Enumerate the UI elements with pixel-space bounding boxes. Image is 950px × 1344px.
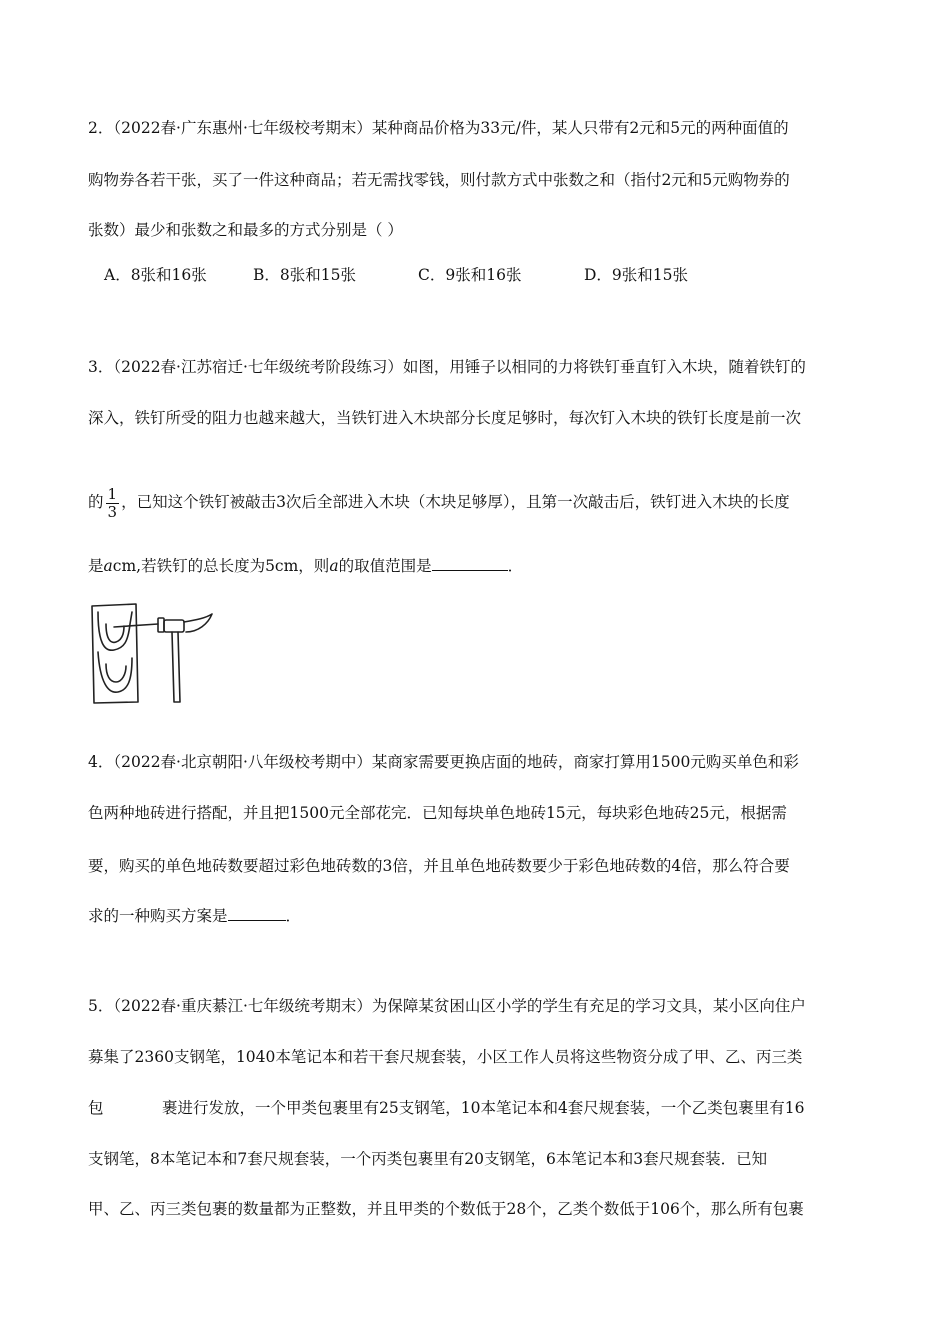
q4-line-1: 4．（2022春·北京朝阳·八年级校考期中）某商家需要更换店面的地砖，商家打算用1500元购买单色和彩: [88, 753, 799, 771]
fraction-numerator: 1: [107, 484, 118, 503]
q5-line-4: 支钢笔，8本笔记本和7套尺规套装，一个丙类包裹里有20支钢笔，6本笔记本和3套尺规套装．已知: [88, 1150, 768, 1168]
q3-line-3-pre: 的: [88, 493, 104, 511]
q2-line-2: 购物券各若干张，买了一件这种商品；若无需找零钱，则付款方式中张数之和（指付2元和5元购物券的: [88, 171, 790, 189]
q3-line-4-b: cm,若铁钉的总长度为5cm，则: [112, 557, 330, 575]
q2-line-1: 2．（2022春·广东惠州·七年级校考期末）某种商品价格为33元/件，某人只带有2元和5元的两种面值的: [88, 119, 789, 137]
q3-line-4-end: ．: [507, 557, 524, 575]
q2-option-d[interactable]: D．9张和15张: [584, 266, 689, 284]
q4-answer-blank[interactable]: [228, 906, 286, 921]
q3-line-2: 深入，铁钉所受的阻力也越来越大，当铁钉进入木块部分长度足够时，每次钉入木块的铁钉长度是前一次: [88, 409, 802, 427]
wood-grain-1: [98, 612, 132, 650]
q3-line-1: 3．（2022春·江苏宿迁·七年级统考阶段练习）如图，用锤子以相同的力将铁钉垂直钉入木块，随着铁钉的: [88, 358, 806, 376]
wood-grain-4: [106, 664, 126, 682]
hammer-handle: [172, 632, 180, 702]
q3-answer-blank[interactable]: [432, 556, 508, 571]
q4-line-4-a: 求的一种购买方案是: [88, 907, 228, 925]
q2-option-c[interactable]: C．9张和16张: [418, 266, 522, 284]
q5-line-3-a: 包: [88, 1099, 104, 1117]
q3-line-4-a: 是: [88, 557, 104, 575]
hammer-claw: [184, 614, 212, 632]
hammer-head-body: [164, 620, 184, 632]
q4-line-3: 要，购买的单色地砖数要超过彩色地砖数的3倍，并且单色地砖数要少于彩色地砖数的4倍，那么符合要: [88, 857, 790, 875]
hammer-nail-figure: [88, 602, 218, 706]
q3-line-4: [88, 556, 523, 576]
q4-line-4: [88, 906, 301, 926]
wood-grain-3: [98, 652, 132, 692]
q3-line-3: [88, 482, 790, 522]
hammer-head-front: [158, 618, 164, 632]
q4-line-4-end: ．: [285, 907, 302, 925]
q2-option-a[interactable]: A．8张和16张: [104, 266, 207, 284]
fraction-one-third: [106, 486, 120, 521]
q4-line-2: 色两种地砖进行搭配，并且把1500元全部花完．已知每块单色地砖15元，每块彩色地砖25元，根据需: [88, 804, 787, 822]
q3-line-4-c: 的取值范围是: [338, 557, 432, 575]
q5-line-2: 募集了2360支钢笔，1040本笔记本和若干套尺规套装，小区工作人员将这些物资分成了甲、乙、丙三类: [88, 1048, 803, 1066]
q2-option-b[interactable]: B．8张和15张: [253, 266, 356, 284]
q5-line-3-b: 裹进行发放，一个甲类包裹里有25支钢笔，10本笔记本和4套尺规套装，一个乙类包裹里有16: [162, 1099, 805, 1117]
variable-a: a: [103, 557, 113, 575]
variable-a-2: a: [329, 557, 339, 575]
q5-line-5: 甲、乙、丙三类包裹的数量都为正整数，并且甲类的个数低于28个，乙类个数低于106个，那么所有包裹: [88, 1200, 804, 1218]
q5-line-1: 5．（2022春·重庆綦江·七年级统考期末）为保障某贫困山区小学的学生有充足的学习文具，某小区向住户: [88, 997, 806, 1015]
q3-line-3-post: ，已知这个铁钉被敲击3次后全部进入木块（木块足够厚），且第一次敲击后，铁钉进入木块的长度: [121, 493, 790, 511]
fraction-denominator: 3: [107, 502, 118, 521]
q2-line-3: 张数）最少和张数之和最多的方式分别是（ ）: [88, 221, 403, 239]
